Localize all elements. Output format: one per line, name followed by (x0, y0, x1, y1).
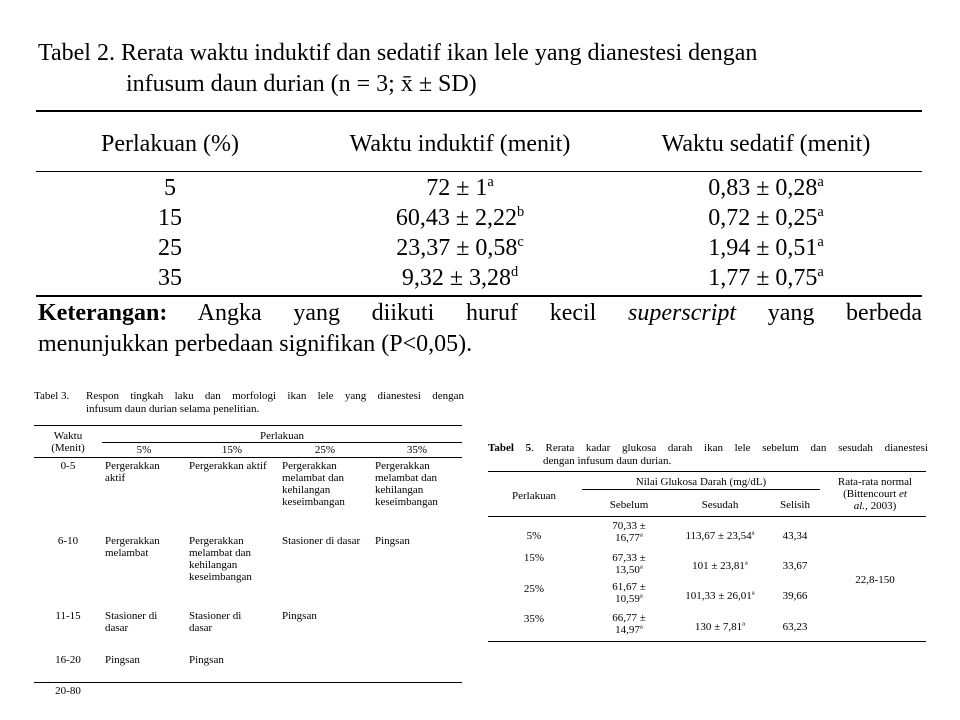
table2-cell-induktif (300, 204, 620, 232)
superscript: a (817, 204, 824, 220)
value: 0,83 ± 0,28 (708, 175, 818, 201)
table2-note-line1 (38, 298, 922, 329)
table3-top-rule (34, 425, 462, 426)
value: 101 ± 23,81 (692, 560, 745, 572)
head-rata-text: (Bittencourt (843, 488, 899, 500)
superscript: a (751, 529, 755, 537)
superscript: b (516, 204, 525, 220)
table5-cell-normal: 22,8-150 (855, 574, 895, 586)
table3-cell: Pingsan (189, 654, 224, 666)
value: 10,59 (615, 593, 640, 605)
table2-header-sedatif: Waktu sedatif (menit) (661, 131, 871, 157)
value: 130 ± 7,81 (694, 621, 743, 633)
value: 101,33 ± 26,01 (685, 590, 752, 602)
table5-title-text: . Rerata kadar glukosa darah ikan lele sebelum dan sesudah dianestesi (531, 442, 928, 454)
table2-title (38, 38, 918, 100)
table5-header-sesudah: Sesudah (701, 499, 739, 511)
table5-header-selisih: Selisih (780, 499, 810, 511)
table2-note (38, 298, 922, 360)
table3-title-line2: infusum daun durian selama penelitian. (86, 403, 260, 415)
table5-cell-selisih: 39,66 (782, 590, 808, 602)
value: 61,67 ± (612, 581, 646, 593)
table3-cell-waktu: 6-10 (57, 535, 79, 547)
value: 0,72 ± 0,25 (708, 205, 818, 231)
table3-header-waktu (40, 430, 96, 454)
table5-cell-sebelum (590, 520, 668, 544)
table5-cell-sebelum (590, 612, 668, 636)
head-rata-text: 2003) (867, 500, 897, 512)
table2-cell-sedatif (612, 204, 920, 232)
table2-cell-induktif (300, 264, 620, 292)
table3-title-text: Respon tingkah laku dan morfologi ikan lele yang dianestesi dengan (86, 390, 464, 402)
value: 67,33 ± (612, 552, 646, 564)
table2-cell-perlakuan: 15 (158, 205, 182, 231)
table5-header-rule (488, 516, 926, 517)
note-label: Keterangan: (38, 300, 168, 326)
table3-bottom-rule (34, 682, 462, 683)
table5-top-rule (488, 471, 926, 472)
table3-group-rule (102, 442, 462, 443)
table3-cell: Pergerakkan melambat dan kehilangan keseimbangan (189, 535, 252, 583)
table5-cell-sesudah (670, 530, 770, 542)
table5-cell-sebelum (590, 552, 668, 576)
head-rata-line1: Rata-rata normal (837, 476, 913, 488)
table5-cell-perlakuan: 35% (523, 613, 545, 625)
table5-header-rata (824, 476, 926, 512)
superscript: a (817, 234, 824, 250)
superscript: a (817, 174, 824, 190)
value: 13,50 (615, 564, 640, 576)
value: 1,77 ± 0,75 (708, 265, 818, 291)
superscript: a (639, 563, 643, 571)
table3-cell: Stasioner di dasar (282, 535, 361, 547)
table3-cell: Pergerakkan melambat dan kehilangan keseimbangan (375, 460, 438, 508)
value: 14,97 (615, 624, 640, 636)
table5-title (488, 442, 928, 468)
table3-cell: Pingsan (282, 610, 317, 622)
table5-cell-sesudah (670, 621, 770, 633)
table5-header-sebelum: Sebelum (609, 499, 649, 511)
table5-cell-sesudah (670, 560, 770, 572)
table3-header-col: 25% (314, 444, 336, 456)
table3-header-col: 15% (221, 444, 243, 456)
table3-cell-waktu: 0-5 (60, 460, 76, 472)
table5-cell-sesudah (670, 590, 770, 602)
table3-cell: Pergerakkan melambat dan kehilangan keseimbangan (282, 460, 345, 508)
table2-header-perlakuan: Perlakuan (%) (101, 131, 239, 157)
table3-title (34, 390, 464, 416)
table3-header-col: 35% (406, 444, 428, 456)
table2-title-line1: Tabel 2. Rerata waktu induktif dan sedatif ikan lele yang dianestesi dengan (38, 40, 758, 66)
table2-header-rule (36, 171, 922, 172)
value: 113,67 ± 23,54 (685, 530, 752, 542)
value: 9,32 ± 3,28 (401, 265, 511, 291)
table5-cell-perlakuan: 25% (523, 583, 545, 595)
table5-bottom-rule (488, 641, 926, 642)
table5-cell-perlakuan: 5% (526, 530, 542, 542)
head-rata-italic: et (898, 488, 907, 500)
value: 72 ± 1 (426, 175, 488, 201)
table2-top-rule (36, 110, 922, 112)
note-italic: superscript (628, 300, 737, 326)
head-rata-line2 (824, 488, 926, 500)
superscript: a (751, 589, 755, 597)
table2-title-line2: infusum daun durian (n = 3; x̄ ± SD) (126, 71, 477, 97)
value: 70,33 ± (612, 520, 646, 532)
value: 66,77 ± (612, 612, 646, 624)
table2-cell-sedatif (612, 174, 920, 202)
table2-cell-perlakuan: 25 (158, 235, 182, 261)
table2-note-line2: menunjukkan perbedaan signifikan (P<0,05). (38, 331, 473, 357)
table2-header-induktif: Waktu induktif (menit) (349, 131, 571, 157)
superscript: a (639, 592, 643, 600)
head-menit: (Menit) (51, 442, 85, 454)
superscript: c (517, 234, 524, 250)
note-text: Angka yang diikuti huruf kecil (167, 300, 629, 326)
table5-title-line2: dengan infusum daun durian. (543, 455, 672, 467)
table3-cell: Pergerakkan melambat (105, 535, 160, 559)
table5-header-nilai: Nilai Glukosa Darah (mg/dL) (635, 476, 767, 488)
superscript: a (742, 620, 746, 628)
table3-header-perlakuan: Perlakuan (260, 430, 304, 442)
table5-group-rule (582, 489, 820, 490)
table3-cell-waktu: 20-80 (55, 685, 81, 697)
superscript: a (744, 559, 748, 567)
table3-cell: Pergerakkan aktif (189, 460, 267, 472)
table3-cell: Pingsan (375, 535, 410, 547)
table3-cell-waktu: 11-15 (55, 610, 81, 622)
table2-cell-induktif (300, 234, 620, 262)
table5-title-prefix: Tabel 5 (488, 442, 532, 454)
head-rata-italic: al., (853, 500, 868, 512)
table5-cell-perlakuan: 15% (523, 552, 545, 564)
table2-cell-perlakuan: 5 (164, 175, 176, 201)
table3-cell: Pergerakkan aktif (105, 460, 160, 484)
table3-cell-waktu: 16-20 (55, 654, 81, 666)
table3-header-col: 5% (136, 444, 152, 456)
table2-cell-sedatif (612, 264, 920, 292)
table3-title-line1 (34, 390, 464, 403)
table2-cell-induktif (300, 174, 620, 202)
superscript: a (487, 174, 494, 190)
superscript: a (639, 623, 643, 631)
table2-cell-sedatif (612, 234, 920, 262)
table5-title-line1 (488, 442, 928, 455)
superscript: a (639, 531, 643, 539)
table5-cell-sebelum (590, 581, 668, 605)
table3-header-rule (34, 457, 462, 458)
table3-title-prefix: Tabel 3. (34, 390, 70, 402)
value: 1,94 ± 0,51 (708, 235, 818, 261)
head-rata-line3 (824, 500, 926, 512)
table5-cell-selisih: 33,67 (782, 560, 808, 572)
value: 16,77 (615, 532, 640, 544)
table2-cell-perlakuan: 35 (158, 265, 182, 291)
superscript: a (817, 264, 824, 280)
head-waktu: Waktu (53, 430, 83, 442)
table3-cell: Stasioner di dasar (189, 610, 242, 634)
value: 60,43 ± 2,22 (395, 205, 517, 231)
table5-header-perlakuan: Perlakuan (512, 490, 556, 502)
note-text: yang berbeda (736, 300, 922, 326)
table3-cell: Stasioner di dasar (105, 610, 158, 634)
value: 23,37 ± 0,58 (396, 235, 518, 261)
table5-cell-selisih: 63,23 (782, 621, 808, 633)
table5-cell-selisih: 43,34 (782, 530, 808, 542)
table3-cell: Pingsan (105, 654, 140, 666)
superscript: d (510, 264, 519, 280)
table2-bottom-rule (36, 295, 922, 297)
